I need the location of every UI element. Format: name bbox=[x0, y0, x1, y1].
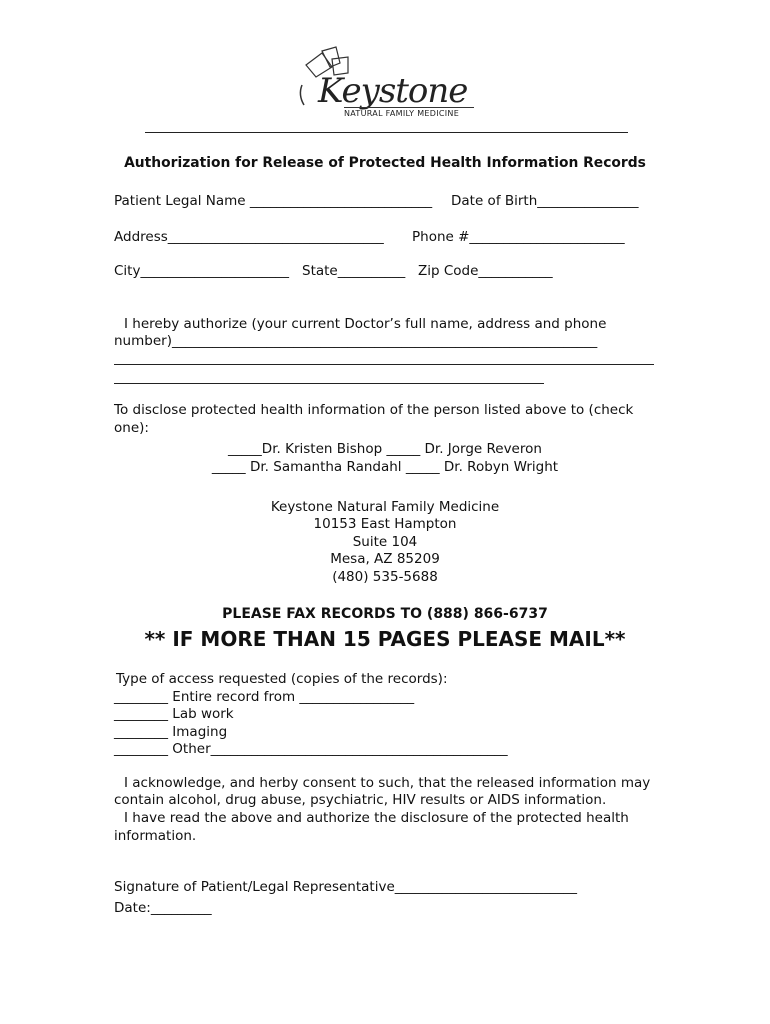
access-item-imaging[interactable]: ________ Imaging bbox=[114, 724, 228, 740]
clinic-phone: (480) 535-5688 bbox=[332, 569, 438, 585]
logo-subtitle: NATURAL FAMILY MEDICINE bbox=[344, 107, 474, 118]
zip-field[interactable]: Zip Code___________ bbox=[418, 263, 553, 279]
state-field[interactable]: State__________ bbox=[302, 263, 406, 279]
acknowledge-line-2: contain alcohol, drug abuse, psychiatric, HIV results or AIDS information. bbox=[114, 792, 607, 808]
acknowledge-line-3: I have read the above and authorize the disclosure of the protected health bbox=[124, 810, 629, 826]
access-item-other[interactable]: ________ Other____________________________________________ bbox=[114, 741, 508, 757]
clinic-suite: Suite 104 bbox=[352, 534, 418, 550]
authorize-text: I hereby authorize (your current Doctor’s full name, address and phone bbox=[124, 316, 607, 332]
patient-name-field[interactable]: Patient Legal Name ___________________________ bbox=[114, 193, 433, 209]
doctor-options-2[interactable]: _____ Dr. Samantha Randahl _____ Dr. Robyn Wright bbox=[211, 459, 559, 475]
logo-wordmark: Keystone bbox=[318, 71, 468, 111]
phone-field[interactable]: Phone #_______________________ bbox=[412, 229, 625, 245]
clinic-city: Mesa, AZ 85209 bbox=[330, 551, 440, 567]
authorize-number-line[interactable]: number)_______________________________________________________________ bbox=[114, 333, 598, 349]
address-field[interactable]: Address________________________________ bbox=[114, 229, 384, 245]
disclose-text-cont: one): bbox=[114, 420, 149, 436]
form-title: Authorization for Release of Protected Health Information Records bbox=[124, 155, 646, 171]
authorize-blank-line-2[interactable] bbox=[114, 383, 544, 384]
mail-notice: ** IF MORE THAN 15 PAGES PLEASE MAIL** bbox=[144, 627, 626, 651]
authorize-blank-line-1[interactable] bbox=[114, 364, 654, 365]
clinic-name: Keystone Natural Family Medicine bbox=[270, 499, 500, 515]
acknowledge-line-4: information. bbox=[114, 828, 197, 844]
access-item-lab-work[interactable]: ________ Lab work bbox=[114, 706, 234, 722]
access-heading: Type of access requested (copies of the records): bbox=[116, 671, 448, 687]
acknowledge-line-1: I acknowledge, and herby consent to such, that the released information may bbox=[124, 775, 651, 791]
dob-field[interactable]: Date of Birth_______________ bbox=[451, 193, 639, 209]
date-field[interactable]: Date:_________ bbox=[114, 900, 212, 916]
header-divider bbox=[145, 132, 628, 133]
clinic-street: 10153 East Hampton bbox=[313, 516, 457, 532]
city-field[interactable]: City______________________ bbox=[114, 263, 289, 279]
access-item-entire-record[interactable]: ________ Entire record from _________________ bbox=[114, 689, 415, 705]
keystone-logo bbox=[292, 45, 482, 125]
signature-field[interactable]: Signature of Patient/Legal Representative___________________________ bbox=[114, 879, 578, 895]
doctor-options-1[interactable]: _____Dr. Kristen Bishop _____ Dr. Jorge Reveron bbox=[228, 441, 542, 457]
fax-notice: PLEASE FAX RECORDS TO (888) 866-6737 bbox=[222, 606, 548, 622]
disclose-text: To disclose protected health information of the person listed above to (check bbox=[114, 402, 634, 418]
